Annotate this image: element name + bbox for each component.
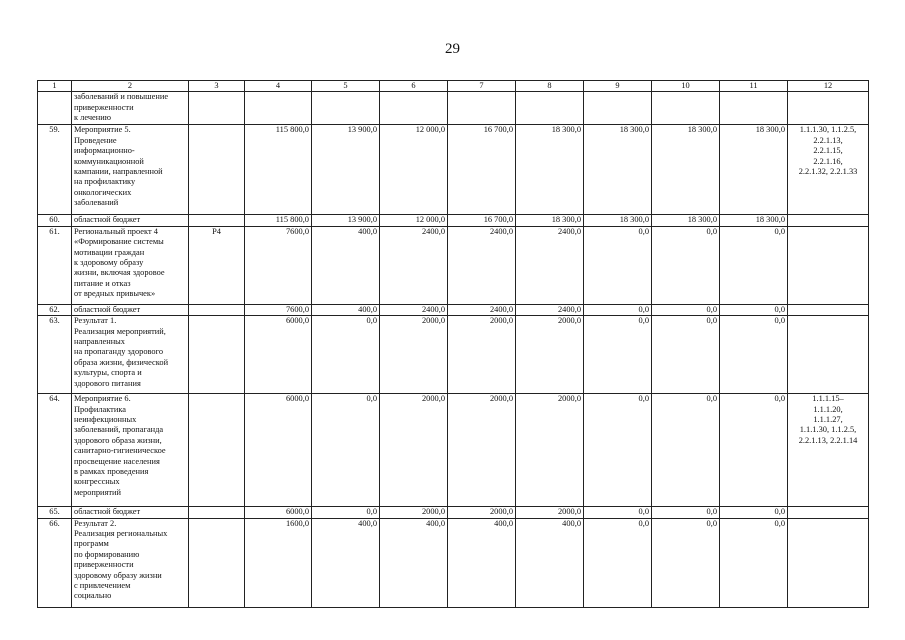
row-name [72,215,189,226]
column-number-3: 3 [189,81,245,92]
table-row [38,92,869,125]
value-cell-col-7 [448,92,516,125]
row-name [72,226,189,304]
value-cell-col-7: 2000,0 [448,507,516,518]
row-name-line: здорового образа жизни, [74,435,162,445]
row-name-line: Результат 2. [74,518,117,528]
reference-line: 1.1.1.20, [813,404,843,414]
row-name-line: Проведение [74,135,117,145]
reference-line: 2.2.1.13, [813,135,843,145]
row-name-line: в рамках проведения [74,467,149,477]
column-number-2: 2 [72,81,189,92]
value-cell-col-10: 0,0 [652,316,720,394]
value-cell-col-11: 18 300,0 [720,125,788,215]
value-cell-col-8: 18 300,0 [516,125,584,215]
row-references [788,215,869,226]
row-name-line: Мероприятие 5. [74,125,131,135]
table-row [38,215,869,226]
value-cell-col-4: 1600,0 [245,518,312,607]
row-name-line: жизни, включая здоровое [74,268,165,278]
row-name [72,92,189,125]
value-cell-col-9: 0,0 [584,316,652,394]
table-row [38,304,869,315]
reference-line: 1.1.1.27, [813,415,843,425]
row-name-line: к лечению [74,113,112,123]
value-cell-col-7: 16 700,0 [448,125,516,215]
table-row [38,518,869,607]
row-number: 63. [38,316,72,394]
row-name-line: питание и отказ [74,278,131,288]
row-number: 66. [38,518,72,607]
row-name-line: просвещение населения [74,456,160,466]
value-cell-col-9: 0,0 [584,507,652,518]
reference-line: 2.2.1.15, [813,146,843,156]
row-code [189,304,245,315]
row-name-line: информационно- [74,146,135,156]
value-cell-col-8: 2400,0 [516,304,584,315]
value-cell-col-10: 18 300,0 [652,215,720,226]
value-cell-col-4: 6000,0 [245,394,312,507]
table-row [38,226,869,304]
row-name-line: Результат 1. [74,316,117,326]
row-name-line: образа жизни, физической [74,357,169,367]
value-cell-col-7: 16 700,0 [448,215,516,226]
row-number: 62. [38,304,72,315]
row-references [788,316,869,394]
column-number-7: 7 [448,81,516,92]
row-references [788,518,869,607]
row-name-line: Реализация мероприятий, [74,326,166,336]
row-references [788,304,869,315]
value-cell-col-6: 2000,0 [380,394,448,507]
row-name-line: Реализация региональных [74,529,168,539]
value-cell-col-5: 13 900,0 [312,125,380,215]
row-name-line: Профилактика [74,404,126,414]
value-cell-col-4 [245,92,312,125]
row-name-line: заболеваний и повышение [74,92,169,102]
row-references [788,125,869,215]
value-cell-col-8 [516,92,584,125]
page-number: 29 [445,41,460,57]
value-cell-col-6: 2400,0 [380,304,448,315]
row-name-line: программ [74,539,109,549]
value-cell-col-9: 0,0 [584,304,652,315]
value-cell-col-10: 0,0 [652,304,720,315]
value-cell-col-4: 6000,0 [245,316,312,394]
row-name-line: неинфекционных [74,415,137,425]
row-name [72,304,189,315]
value-cell-col-9: 0,0 [584,226,652,304]
value-cell-col-11: 0,0 [720,304,788,315]
value-cell-col-5: 0,0 [312,394,380,507]
column-number-1: 1 [38,81,72,92]
row-number: 60. [38,215,72,226]
value-cell-col-8: 2000,0 [516,316,584,394]
row-name-line: Мероприятие 6. [74,394,131,404]
row-name-line: культуры, спорта и [74,368,142,378]
column-number-9: 9 [584,81,652,92]
value-cell-col-5: 400,0 [312,304,380,315]
row-name-line: по формированию [74,549,140,559]
budget-table [37,80,869,608]
row-name-line: кампании, направленной [74,167,163,177]
value-cell-col-5: 400,0 [312,518,380,607]
column-number-12: 12 [788,81,869,92]
row-name-line: Региональный проект 4 [74,226,158,236]
row-name-line: областной бюджет [74,507,141,517]
row-name-line: конгрессных [74,477,120,487]
value-cell-col-10: 0,0 [652,507,720,518]
value-cell-col-6: 12 000,0 [380,125,448,215]
row-number [38,92,72,125]
row-name-line: коммуникационной [74,156,144,166]
reference-line: 2.2.1.32, 2.2.1.33 [798,167,858,177]
row-name-line: направленных [74,337,125,347]
row-name-line: от вредных привычек» [74,289,156,299]
row-name-line: заболеваний [74,198,119,208]
row-code [189,316,245,394]
reference-line: 2.2.1.13, 2.2.1.14 [798,435,858,445]
value-cell-col-9: 0,0 [584,394,652,507]
row-name-line: заболеваний, пропаганда [74,425,164,435]
value-cell-col-6: 2000,0 [380,507,448,518]
value-cell-col-10: 0,0 [652,518,720,607]
row-name-line: мотивации граждан [74,247,145,257]
row-name-line: на профилактику [74,177,136,187]
row-name-line: с привлечением [74,581,131,591]
value-cell-col-6: 2000,0 [380,316,448,394]
value-cell-col-10 [652,92,720,125]
reference-line: 1.1.1.15– [812,394,844,404]
row-name-line: приверженности [74,560,134,570]
value-cell-col-4: 7600,0 [245,304,312,315]
column-number-6: 6 [380,81,448,92]
value-cell-col-4: 115 800,0 [245,125,312,215]
value-cell-col-9: 0,0 [584,518,652,607]
value-cell-col-6: 2400,0 [380,226,448,304]
row-references [788,507,869,518]
row-name-line: мероприятий [74,487,122,497]
value-cell-col-11: 0,0 [720,518,788,607]
row-references [788,394,869,507]
value-cell-col-5: 0,0 [312,316,380,394]
value-cell-col-8: 2400,0 [516,226,584,304]
row-name-line: «Формирование системы [74,237,164,247]
value-cell-col-4: 7600,0 [245,226,312,304]
row-code [189,394,245,507]
row-name-line: к здоровому образу [74,258,144,268]
row-code [189,507,245,518]
value-cell-col-5: 13 900,0 [312,215,380,226]
reference-line: 1.1.1.30, 1.1.2.5, [799,425,857,435]
reference-line: 2.2.1.16, [813,156,843,166]
column-number-row [38,81,869,92]
value-cell-col-11 [720,92,788,125]
row-code [189,215,245,226]
row-name [72,125,189,215]
value-cell-col-7: 2400,0 [448,304,516,315]
value-cell-col-8: 2000,0 [516,394,584,507]
row-references [788,226,869,304]
value-cell-col-5 [312,92,380,125]
value-cell-col-8: 2000,0 [516,507,584,518]
row-code [189,92,245,125]
row-name-line: областной бюджет [74,215,141,225]
value-cell-col-7: 400,0 [448,518,516,607]
value-cell-col-11: 18 300,0 [720,215,788,226]
column-number-8: 8 [516,81,584,92]
row-name-line: социально [74,591,112,601]
value-cell-col-5: 0,0 [312,507,380,518]
row-references [788,92,869,125]
value-cell-col-8: 18 300,0 [516,215,584,226]
value-cell-col-7: 2000,0 [448,316,516,394]
value-cell-col-6 [380,92,448,125]
row-number: 64. [38,394,72,507]
table-row [38,125,869,215]
row-name-line: онкологических [74,187,132,197]
row-number: 65. [38,507,72,518]
row-number: 59. [38,125,72,215]
value-cell-col-8: 400,0 [516,518,584,607]
row-name-line: здорового питания [74,378,141,388]
row-name-line: областной бюджет [74,304,141,314]
value-cell-col-10: 18 300,0 [652,125,720,215]
row-name [72,507,189,518]
row-name-line: здоровому образу жизни [74,570,162,580]
row-name-line: на пропаганду здорового [74,347,164,357]
column-number-4: 4 [245,81,312,92]
value-cell-col-10: 0,0 [652,394,720,507]
table-row [38,394,869,507]
row-name [72,518,189,607]
value-cell-col-11: 0,0 [720,316,788,394]
row-name [72,394,189,507]
table-row [38,507,869,518]
row-name-line: санитарно-гигиеническое [74,446,166,456]
value-cell-col-9: 18 300,0 [584,215,652,226]
value-cell-col-11: 0,0 [720,507,788,518]
value-cell-col-7: 2400,0 [448,226,516,304]
value-cell-col-7: 2000,0 [448,394,516,507]
table-row [38,316,869,394]
row-code: Р4 [189,226,245,304]
value-cell-col-11: 0,0 [720,394,788,507]
row-code [189,125,245,215]
value-cell-col-4: 6000,0 [245,507,312,518]
value-cell-col-9: 18 300,0 [584,125,652,215]
value-cell-col-10: 0,0 [652,226,720,304]
column-number-5: 5 [312,81,380,92]
reference-line: 1.1.1.30, 1.1.2.5, [799,125,857,135]
row-name-line: приверженности [74,102,134,112]
value-cell-col-5: 400,0 [312,226,380,304]
row-name [72,316,189,394]
value-cell-col-11: 0,0 [720,226,788,304]
row-number: 61. [38,226,72,304]
value-cell-col-6: 12 000,0 [380,215,448,226]
value-cell-col-9 [584,92,652,125]
column-number-11: 11 [720,81,788,92]
column-number-10: 10 [652,81,720,92]
row-code [189,518,245,607]
value-cell-col-6: 400,0 [380,518,448,607]
value-cell-col-4: 115 800,0 [245,215,312,226]
